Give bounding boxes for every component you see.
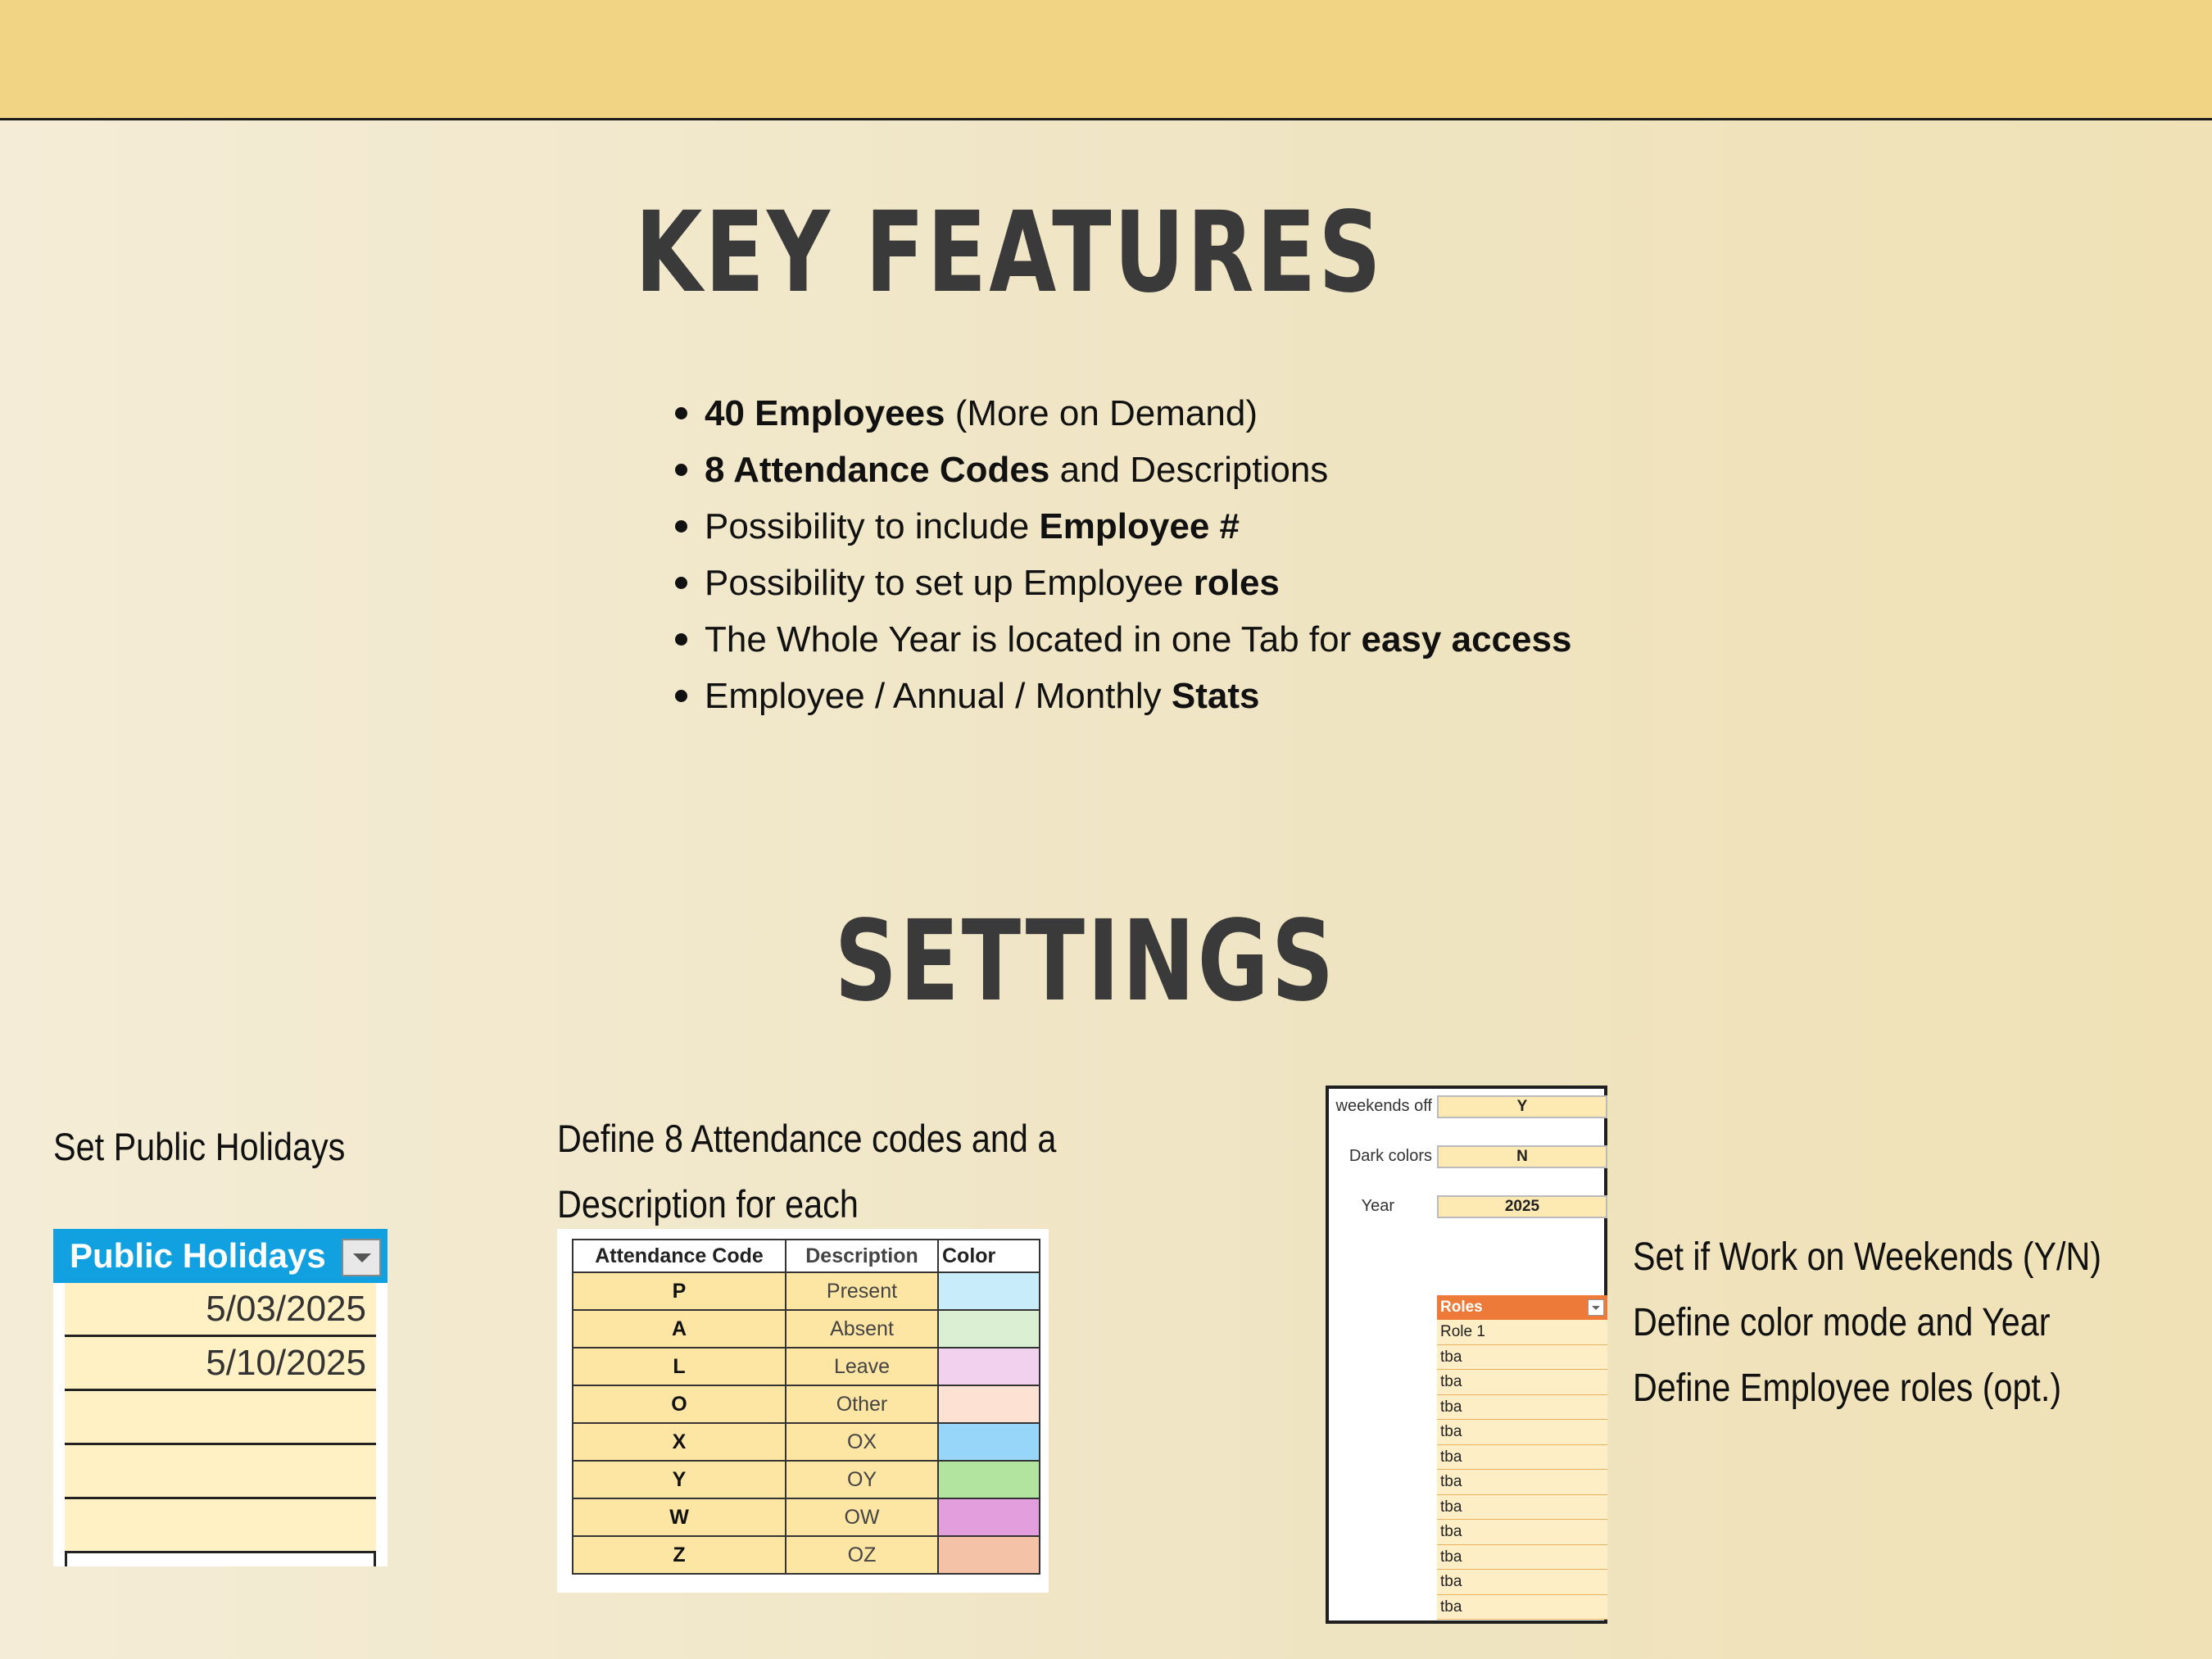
feature-bold-text: easy access <box>1361 619 1572 660</box>
attendance-code-cell[interactable]: Z <box>573 1536 786 1574</box>
settings-caption-line1: Set if Work on Weekends (Y/N) <box>1633 1235 2102 1279</box>
role-row[interactable]: tba <box>1437 1395 1607 1421</box>
role-row[interactable]: Role 1 <box>1437 1320 1607 1345</box>
feature-bold-text: 8 Attendance Codes <box>705 450 1050 490</box>
feature-item <box>672 498 1571 555</box>
description-cell[interactable]: OY <box>786 1461 938 1498</box>
weekends-off-label: weekends off <box>1335 1097 1432 1115</box>
filter-dropdown-icon[interactable] <box>1588 1299 1604 1316</box>
color-swatch-cell[interactable] <box>938 1385 1040 1423</box>
role-row[interactable]: tba <box>1437 1345 1607 1371</box>
top-banner <box>0 0 2212 120</box>
description-cell[interactable]: OZ <box>786 1536 938 1574</box>
description-cell[interactable]: Present <box>786 1272 938 1310</box>
role-row[interactable]: tba <box>1437 1570 1607 1595</box>
attendance-code-cell[interactable]: P <box>573 1272 786 1310</box>
attendance-codes-panel <box>557 1229 1049 1593</box>
feature-text: Possibility to include <box>705 506 1040 546</box>
settings-caption-line3: Define Employee roles (opt.) <box>1633 1367 2062 1410</box>
attendance-caption-line2: Description for each <box>557 1182 859 1226</box>
year-label: Year <box>1361 1197 1394 1215</box>
filter-dropdown-icon[interactable] <box>342 1239 381 1276</box>
feature-text: Possibility to set up Employee <box>705 563 1194 603</box>
holiday-row[interactable]: 5/03/2025 <box>65 1283 376 1337</box>
column-header-color: Color <box>938 1240 1040 1272</box>
role-row[interactable]: tba <box>1437 1420 1607 1445</box>
role-row[interactable]: tba <box>1437 1445 1607 1471</box>
role-row[interactable]: tba <box>1437 1370 1607 1395</box>
table-row <box>573 1536 1040 1574</box>
holiday-row[interactable]: 5/10/2025 <box>65 1337 376 1391</box>
public-holidays-table <box>53 1229 388 1566</box>
feature-text: The Whole Year is located in one Tab for <box>705 619 1362 660</box>
feature-bold-text: Employee # <box>1039 506 1240 546</box>
table-row <box>573 1310 1040 1348</box>
attendance-code-cell[interactable]: O <box>573 1385 786 1423</box>
table-row <box>573 1423 1040 1461</box>
feature-item <box>672 442 1571 498</box>
roles-header <box>1437 1295 1607 1320</box>
weekends-off-field[interactable]: Y <box>1437 1095 1607 1118</box>
public-holidays-header <box>53 1229 388 1283</box>
table-row <box>573 1461 1040 1498</box>
color-swatch-cell[interactable] <box>938 1423 1040 1461</box>
color-swatch-cell[interactable] <box>938 1310 1040 1348</box>
attendance-caption-line1: Define 8 Attendance codes and a <box>557 1117 1057 1160</box>
settings-panel <box>1326 1086 1607 1624</box>
role-row[interactable]: tba <box>1437 1470 1607 1495</box>
description-cell[interactable]: OX <box>786 1423 938 1461</box>
description-cell[interactable]: Other <box>786 1385 938 1423</box>
key-features-heading: KEY FEATURES <box>635 188 1384 318</box>
column-header-description: Description <box>786 1240 938 1272</box>
dark-colors-field[interactable]: N <box>1437 1145 1607 1168</box>
feature-bold-text: roles <box>1193 563 1280 603</box>
color-swatch-cell[interactable] <box>938 1498 1040 1536</box>
settings-heading: SETTINGS <box>834 897 1337 1027</box>
feature-text: Employee / Annual / Monthly <box>705 676 1172 716</box>
role-row[interactable]: tba <box>1437 1545 1607 1571</box>
color-swatch-cell[interactable] <box>938 1461 1040 1498</box>
role-row[interactable]: tba <box>1437 1520 1607 1545</box>
settings-description <box>1633 1225 2101 1421</box>
holiday-row[interactable] <box>65 1499 376 1553</box>
role-row[interactable]: tba <box>1437 1595 1607 1620</box>
attendance-code-cell[interactable]: W <box>573 1498 786 1536</box>
attendance-code-cell[interactable]: X <box>573 1423 786 1461</box>
feature-text: and Descriptions <box>1049 450 1329 490</box>
public-holidays-caption: Set Public Holidays <box>53 1125 346 1168</box>
color-swatch-cell[interactable] <box>938 1272 1040 1310</box>
feature-bold-text: 40 Employees <box>705 393 945 433</box>
description-cell[interactable]: OW <box>786 1498 938 1536</box>
holiday-row[interactable] <box>65 1445 376 1499</box>
attendance-codes-table <box>572 1239 1040 1575</box>
features-list <box>672 385 1571 724</box>
role-row[interactable]: tba <box>1437 1495 1607 1521</box>
feature-bold-text: Stats <box>1171 676 1260 716</box>
public-holidays-header-label: Public Holidays <box>70 1236 326 1275</box>
color-swatch-cell[interactable] <box>938 1348 1040 1385</box>
table-row <box>573 1498 1040 1536</box>
attendance-code-cell[interactable]: Y <box>573 1461 786 1498</box>
description-cell[interactable]: Absent <box>786 1310 938 1348</box>
year-field[interactable]: 2025 <box>1437 1195 1607 1218</box>
column-header-code: Attendance Code <box>573 1240 786 1272</box>
color-swatch-cell[interactable] <box>938 1536 1040 1574</box>
table-row <box>573 1385 1040 1423</box>
feature-item <box>672 555 1571 611</box>
feature-text: (More on Demand) <box>945 393 1258 433</box>
table-row <box>573 1348 1040 1385</box>
table-row <box>573 1272 1040 1310</box>
settings-caption-line2: Define color mode and Year <box>1633 1301 2051 1344</box>
description-cell[interactable]: Leave <box>786 1348 938 1385</box>
roles-header-label: Roles <box>1440 1299 1483 1316</box>
dark-colors-label: Dark colors <box>1349 1147 1432 1165</box>
feature-item <box>672 385 1571 442</box>
attendance-code-cell[interactable]: L <box>573 1348 786 1385</box>
feature-item <box>672 611 1571 668</box>
attendance-code-cell[interactable]: A <box>573 1310 786 1348</box>
feature-item <box>672 668 1571 724</box>
roles-table <box>1437 1295 1607 1620</box>
holiday-row[interactable] <box>65 1391 376 1445</box>
